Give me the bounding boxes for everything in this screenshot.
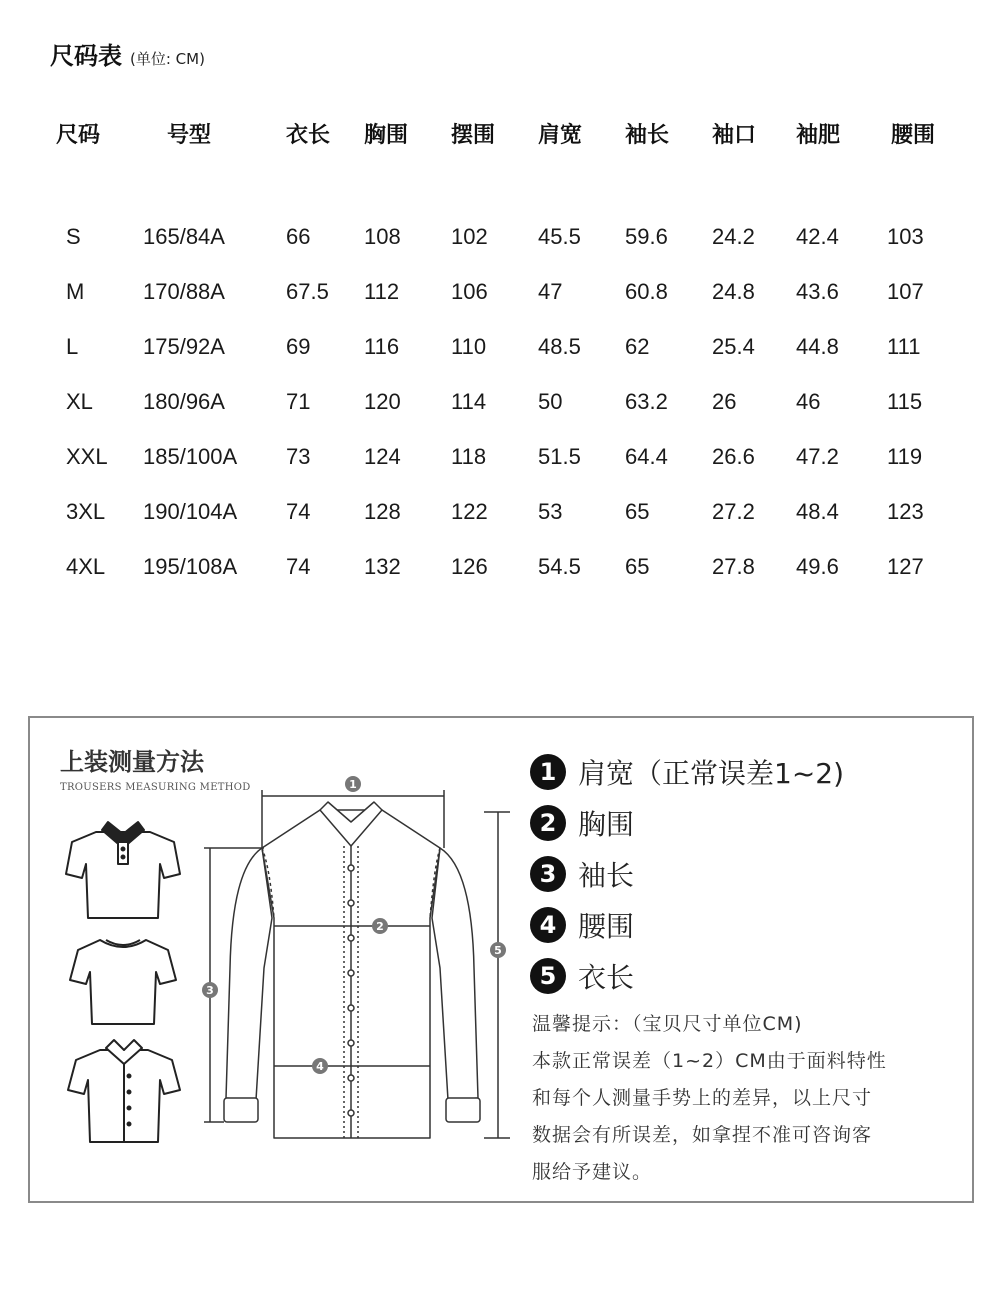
cell-cuff: 26 xyxy=(712,388,737,414)
cell-cuff: 27.2 xyxy=(712,498,755,524)
measuring-subtitle: TROUSERS MEASURING METHOD xyxy=(60,782,251,793)
cell-sleeve-width: 42.4 xyxy=(796,223,839,249)
legend-label: 胸围 xyxy=(578,807,635,841)
col-header-hem: 摆围 xyxy=(451,122,496,148)
cell-size: S xyxy=(66,223,81,249)
cell-cuff: 27.8 xyxy=(712,553,755,579)
note-line: 数据会有所误差，如拿捏不准可咨询客 xyxy=(532,1124,873,1146)
measurement-legend xyxy=(530,746,844,1001)
cell-length: 74 xyxy=(286,498,311,524)
col-header-model: 号型 xyxy=(167,122,212,148)
measuring-method-panel xyxy=(28,716,974,1203)
cell-model: 170/88A xyxy=(143,278,225,304)
note-line: 本款正常误差（1~2）CM由于面料特性 xyxy=(532,1050,887,1072)
cell-chest: 112 xyxy=(364,278,400,304)
cell-waist: 119 xyxy=(887,443,923,469)
legend-number: 3 xyxy=(530,856,566,892)
cell-length: 67.5 xyxy=(286,278,329,304)
cell-size: M xyxy=(66,278,85,304)
cell-model: 180/96A xyxy=(143,388,225,414)
col-header-length: 衣长 xyxy=(286,122,331,148)
page-title: 尺码表 xyxy=(50,42,122,70)
cell-sleeve-width: 43.6 xyxy=(796,278,839,304)
cell-chest: 128 xyxy=(364,498,401,524)
note-line: 服给予建议。 xyxy=(532,1161,653,1183)
unit-label: (单位: CM) xyxy=(130,50,205,68)
cell-chest: 116 xyxy=(364,333,400,359)
cell-sleeve-width: 48.4 xyxy=(796,498,839,524)
svg-text:5: 5 xyxy=(494,944,502,957)
cell-hem: 114 xyxy=(451,388,487,414)
cell-model: 185/100A xyxy=(143,443,238,469)
cell-waist: 103 xyxy=(887,223,924,249)
cell-size: L xyxy=(66,333,79,359)
tshirt-icon xyxy=(70,940,176,1024)
cell-size: 3XL xyxy=(66,498,106,524)
legend-item-waist xyxy=(530,899,844,950)
cell-size: XXL xyxy=(66,443,108,469)
cell-cuff: 25.4 xyxy=(712,333,755,359)
cell-shoulder: 48.5 xyxy=(538,333,581,359)
cell-shoulder: 50 xyxy=(538,388,563,414)
svg-text:2: 2 xyxy=(376,920,384,933)
legend-label: 袖长 xyxy=(578,858,635,892)
measuring-title: 上装测量方法 xyxy=(60,748,204,776)
cell-cuff: 26.6 xyxy=(712,443,755,469)
cell-hem: 102 xyxy=(451,223,488,249)
legend-label: 腰围 xyxy=(578,909,635,943)
cell-shoulder: 47 xyxy=(538,278,563,304)
cell-size: 4XL xyxy=(66,553,106,579)
cell-waist: 115 xyxy=(887,388,923,414)
legend-item-chest xyxy=(530,797,844,848)
cell-chest: 108 xyxy=(364,223,401,249)
table-header-row xyxy=(0,100,1000,166)
size-chart-header xyxy=(50,36,205,71)
legend-item-sleeve-length xyxy=(530,848,844,899)
cell-cuff: 24.2 xyxy=(712,223,755,249)
legend-number: 2 xyxy=(530,805,566,841)
cell-hem: 126 xyxy=(451,553,488,579)
cell-shoulder: 51.5 xyxy=(538,443,581,469)
cell-length: 73 xyxy=(286,443,311,469)
col-header-chest: 胸围 xyxy=(364,122,409,148)
col-header-size: 尺码 xyxy=(56,122,101,148)
legend-number: 5 xyxy=(530,958,566,994)
cell-model: 195/108A xyxy=(143,553,238,579)
cell-hem: 110 xyxy=(451,333,487,359)
svg-text:3: 3 xyxy=(206,984,214,997)
table-row xyxy=(0,429,1000,484)
cell-sleeve-length: 63.2 xyxy=(625,388,668,414)
cell-model: 175/92A xyxy=(143,333,225,359)
svg-text:4: 4 xyxy=(316,1060,324,1073)
measuring-notes xyxy=(532,1006,952,1191)
table-row xyxy=(0,539,1000,594)
cell-length: 71 xyxy=(286,388,311,414)
col-header-waist: 腰围 xyxy=(891,122,936,148)
polo-shirt-icon xyxy=(66,822,180,918)
cell-size: XL xyxy=(66,388,93,414)
cell-cuff: 24.8 xyxy=(712,278,755,304)
note-line: 和每个人测量手势上的差异，以上尺寸 xyxy=(532,1087,873,1109)
table-row xyxy=(0,319,1000,374)
legend-number: 1 xyxy=(530,754,566,790)
legend-item-shoulder xyxy=(530,746,844,797)
table-row xyxy=(0,264,1000,319)
cell-shoulder: 53 xyxy=(538,498,563,524)
table-row xyxy=(0,374,1000,429)
col-header-cuff: 袖口 xyxy=(712,122,757,148)
col-header-sleeve-width: 袖肥 xyxy=(796,122,841,148)
cell-hem: 106 xyxy=(451,278,488,304)
legend-number: 4 xyxy=(530,907,566,943)
cell-sleeve-width: 49.6 xyxy=(796,553,839,579)
col-header-sleeve-length: 袖长 xyxy=(625,122,670,148)
cell-waist: 127 xyxy=(887,553,924,579)
cell-length: 69 xyxy=(286,333,311,359)
cell-sleeve-length: 65 xyxy=(625,553,650,579)
cell-sleeve-length: 59.6 xyxy=(625,223,668,249)
cell-shoulder: 45.5 xyxy=(538,223,581,249)
cell-waist: 123 xyxy=(887,498,924,524)
table-row xyxy=(0,484,1000,539)
cell-shoulder: 54.5 xyxy=(538,553,581,579)
cell-chest: 120 xyxy=(364,388,401,414)
size-table xyxy=(0,100,1000,594)
col-header-shoulder: 肩宽 xyxy=(538,122,583,148)
table-row xyxy=(0,209,1000,264)
legend-label: 衣长 xyxy=(578,960,635,994)
long-sleeve-shirt-icon xyxy=(224,802,480,1138)
cell-model: 190/104A xyxy=(143,498,238,524)
cell-waist: 107 xyxy=(887,278,924,304)
cell-sleeve-width: 44.8 xyxy=(796,333,839,359)
cell-waist: 111 xyxy=(887,333,921,359)
cell-hem: 118 xyxy=(451,443,487,469)
legend-label: 肩宽（正常误差1~2) xyxy=(578,756,845,790)
cell-sleeve-length: 60.8 xyxy=(625,278,668,304)
cell-chest: 124 xyxy=(364,443,401,469)
cell-hem: 122 xyxy=(451,498,488,524)
cell-sleeve-width: 47.2 xyxy=(796,443,839,469)
cell-sleeve-length: 62 xyxy=(625,333,650,359)
note-line: 温馨提示：（宝贝尺寸单位CM) xyxy=(532,1013,803,1035)
svg-text:1: 1 xyxy=(349,778,357,791)
button-shirt-icon xyxy=(68,1040,180,1142)
cell-sleeve-length: 64.4 xyxy=(625,443,668,469)
legend-item-length xyxy=(530,950,844,1001)
cell-sleeve-length: 65 xyxy=(625,498,650,524)
cell-sleeve-width: 46 xyxy=(796,388,821,414)
measuring-diagram xyxy=(30,718,510,1205)
cell-chest: 132 xyxy=(364,553,401,579)
cell-length: 66 xyxy=(286,223,311,249)
cell-model: 165/84A xyxy=(143,223,225,249)
cell-length: 74 xyxy=(286,553,311,579)
